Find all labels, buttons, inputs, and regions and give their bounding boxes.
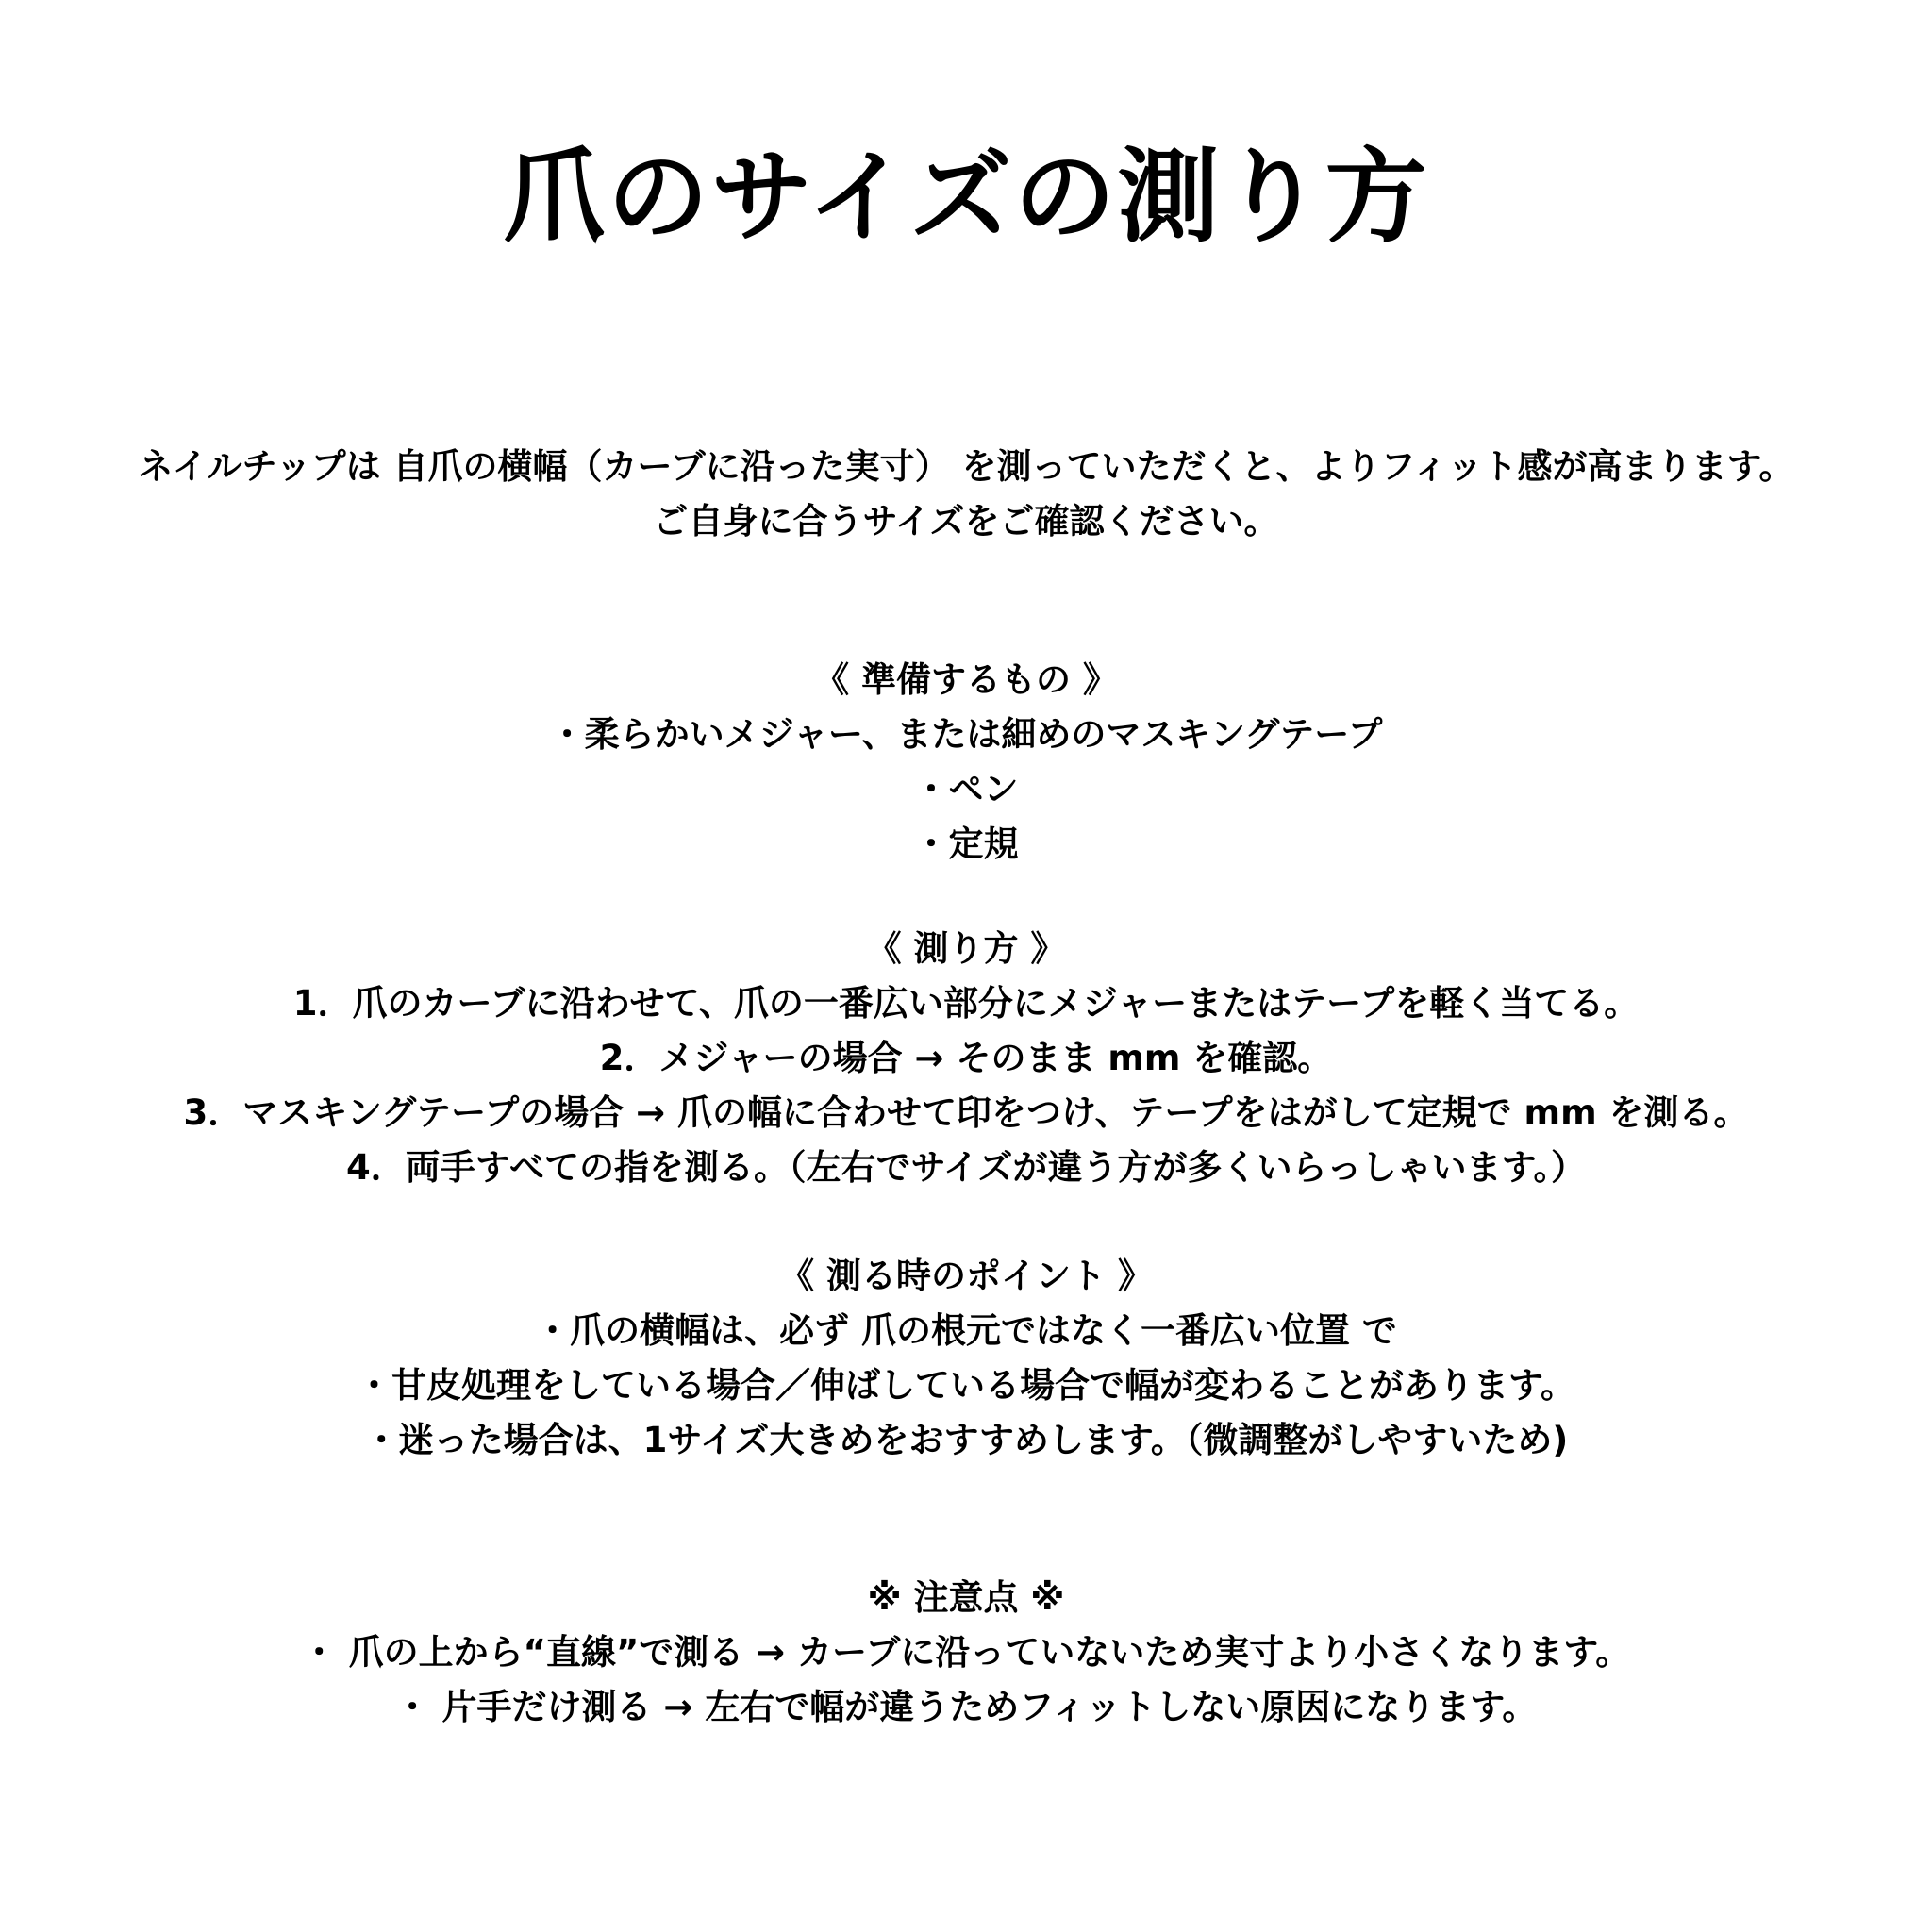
page-title: 爪のサイズの測り方 <box>503 139 1429 257</box>
preparation-item: ・ペン <box>913 769 1019 809</box>
method-section <box>0 922 1932 1195</box>
preparation-item: ・柔らかいメジャー、または細めのマスキングテープ <box>549 714 1383 755</box>
caution-item: ・ 片手だけ測る → 左右で幅が違うためフィットしない原因になります。 <box>394 1687 1538 1727</box>
method-step: 4．両手すべての指を測る。（左右でサイズが違う方が多くいらっしゃいます。） <box>345 1147 1587 1188</box>
method-step: 3．マスキングテープの場合 → 爪の幅に合わせて印をつけ、テープをはがして定規で mm を測る。 <box>183 1092 1749 1133</box>
points-item: ・爪の横幅は、必ず 爪の根元ではなく一番広い位置 で <box>535 1310 1397 1351</box>
points-item: ・甘皮処理をしている場合／伸ばしている場合で幅が変わることがあります。 <box>356 1365 1576 1406</box>
intro-text <box>0 440 1932 549</box>
preparation-section <box>0 653 1932 872</box>
points-section <box>0 1249 1932 1468</box>
preparation-item: ・定規 <box>913 824 1019 864</box>
method-step: 2．メジャーの場合 → そのまま mm を確認。 <box>599 1038 1333 1078</box>
caution-section <box>0 1571 1932 1735</box>
intro-line: ネイルチップは 自爪の横幅（カーブに沿った実寸） を測っていただくと、よりフィット感が高まります。 <box>138 446 1794 487</box>
points-item: ・迷った場合は、1サイズ大きめをおすすめします。（微調整がしやすいため) <box>363 1420 1569 1460</box>
preparation-heading: 《 準備するもの 》 <box>814 659 1118 700</box>
intro-line: ご自身に合うサイズをご確認ください。 <box>653 501 1279 541</box>
method-step: 1．爪のカーブに沿わせて、爪の一番広い部分にメジャーまたはテープを軽く当てる。 <box>292 983 1640 1024</box>
method-heading: 《 測り方 》 <box>866 928 1066 969</box>
caution-heading: ※ 注意点 ※ <box>867 1577 1065 1618</box>
caution-item: ・ 爪の上から“直線”で測る → カーブに沿っていないため実寸より小さくなります。 <box>301 1632 1631 1673</box>
points-heading: 《 測る時のポイント 》 <box>779 1256 1153 1296</box>
